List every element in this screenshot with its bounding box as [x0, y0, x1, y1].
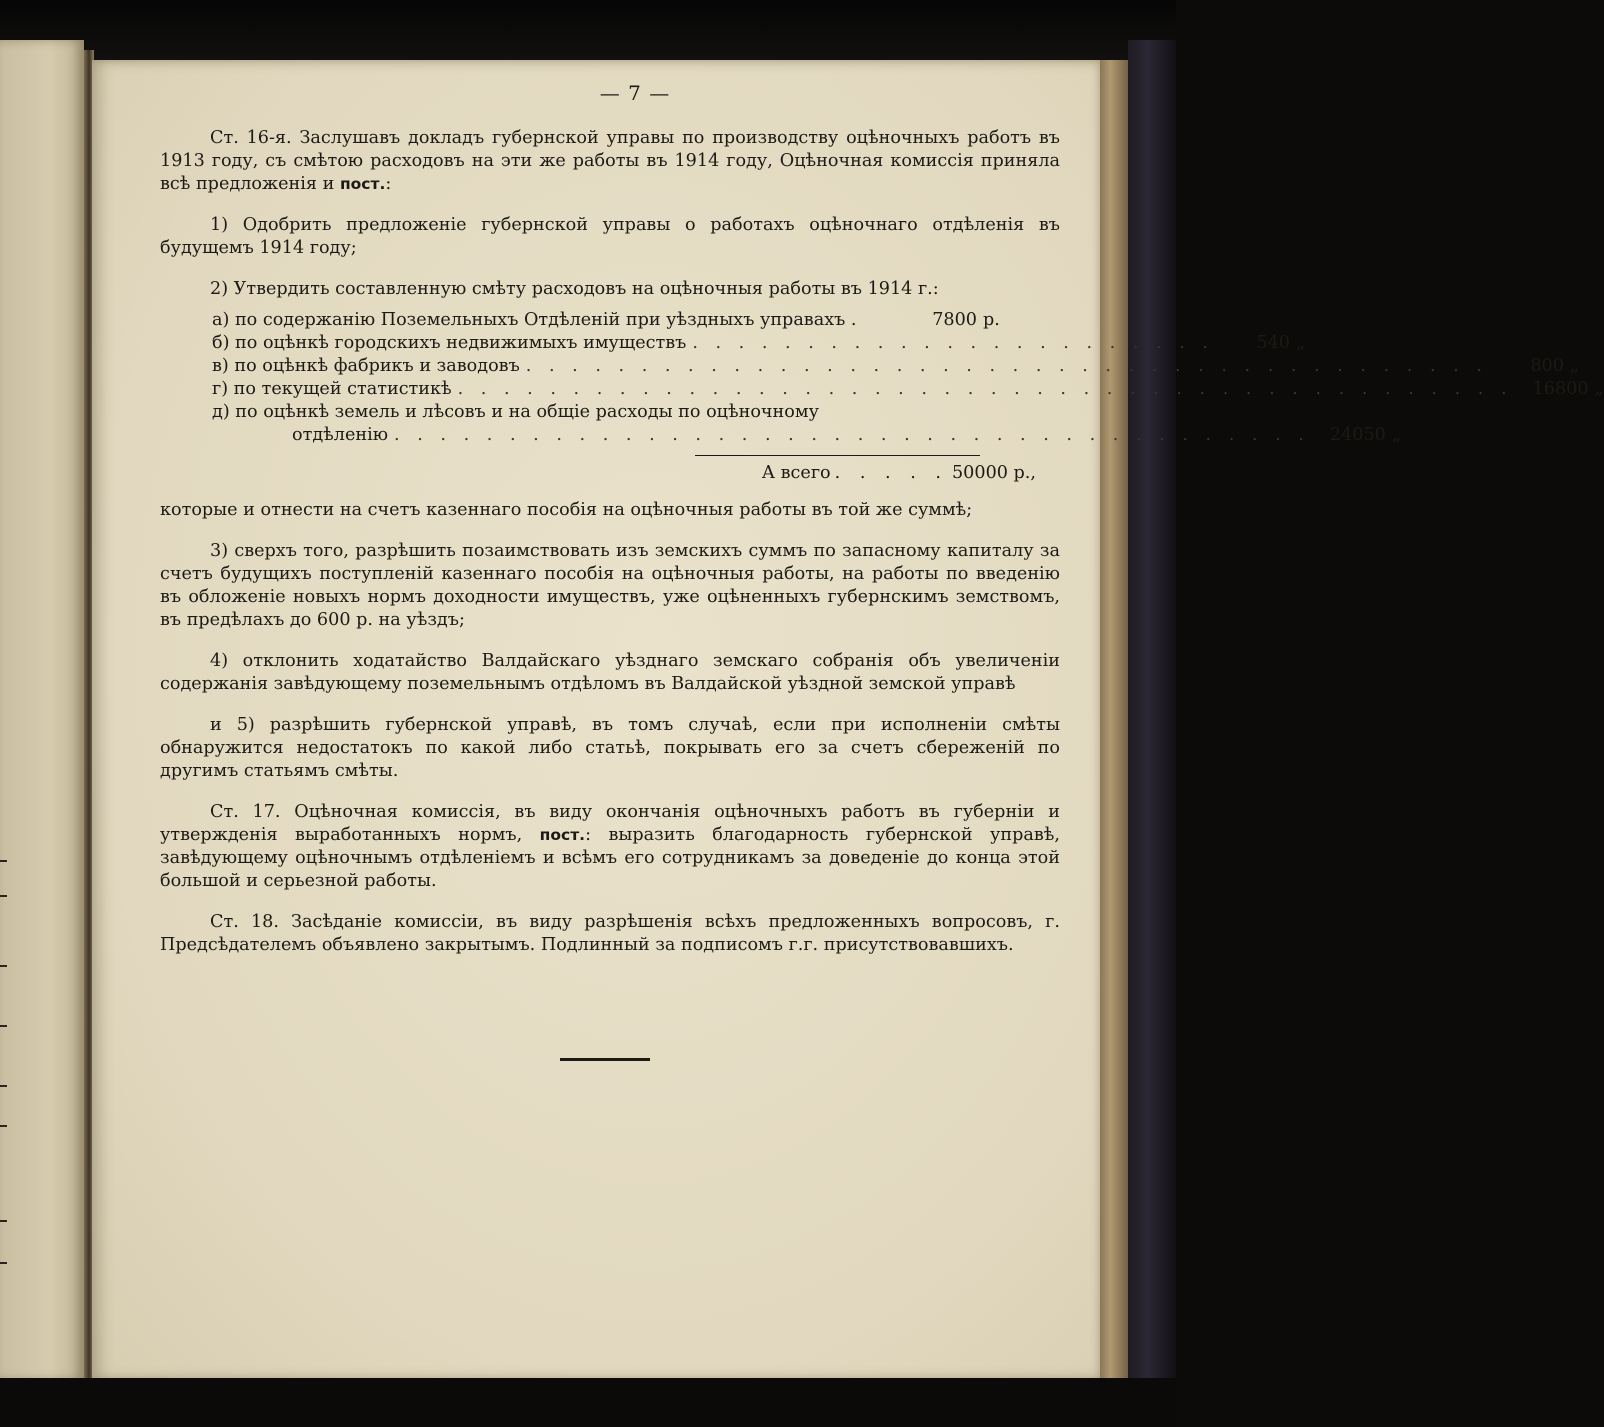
text-run: Ст. 16-я. Заслушавъ докладъ губернской управы по производству оцѣночныхъ работъ въ 1913 году, съ смѣтою расходовъ на эти же работы въ 1914 году, Оцѣночная комиссія приняла всѣ предложенія и: [160, 128, 1060, 194]
total-label: А всего: [761, 463, 831, 483]
adjacent-page-edge: [0, 40, 84, 1380]
estimate-label: а) по содержанію Поземельныхъ Отдѣленій при уѣздныхъ управахъ .: [212, 310, 857, 330]
text-run: : выразить благодарность губернской управѣ, завѣдующему оцѣночнымъ отдѣленіемъ и всѣмъ его сотрудникамъ за доведеніе до конца этой большой и серьезной работы.: [160, 825, 1060, 891]
binding-bottom: [0, 1378, 1176, 1427]
estimate-label: г) по текущей статистикѣ: [212, 379, 452, 399]
estimate-label: д) по оцѣнкѣ земель и лѣсовъ и на общіе расходы по оцѣночному: [212, 402, 819, 422]
text-run: Ст. 17. Оцѣночная комиссія, въ виду окончанія оцѣночныхъ работъ въ губерніи и утвержденія выработанныхъ нормъ,: [160, 802, 1060, 845]
bold-abbrev: пост.: [539, 826, 586, 844]
page-stack-edge: [1100, 60, 1130, 1380]
edge-mark: [0, 965, 7, 967]
paragraph-item-1: 1) Одобрить предложеніе губернской управы о работахъ оцѣночнаго отдѣленія въ будущемъ 1914 году;: [160, 215, 1060, 258]
leader-dots: . . . . .: [834, 463, 948, 483]
paragraph-item-2: 2) Утвердить составленную смѣту расходовъ на оцѣночныя работы въ 1914 г.:: [210, 279, 939, 299]
edge-mark: [0, 895, 7, 897]
estimate-amount: 540: [1256, 333, 1290, 353]
estimate-unit: „: [1569, 356, 1580, 376]
book-cover: [1128, 40, 1176, 1427]
paragraph-article-16: [160, 127, 1060, 196]
estimate-row: [212, 355, 1580, 378]
estimate-unit: „: [1391, 425, 1401, 445]
estimate-unit: „: [1594, 379, 1604, 399]
edge-mark: [0, 1220, 7, 1222]
estimate-amount: 16800: [1532, 379, 1589, 399]
edge-mark: [0, 1085, 7, 1087]
edge-mark: [0, 1125, 7, 1127]
paragraph-item-5: и 5) разрѣшить губернской управѣ, въ томъ случаѣ, если при исполненіи смѣты обнаружится недостатокъ по какой либо статьѣ, покрывать его за счетъ сбереженій по другимъ статьямъ смѣты.: [160, 715, 1060, 781]
closing-rule: [560, 1058, 650, 1061]
estimate-label: б) по оцѣнкѣ городскихъ недвижимыхъ имуществъ: [212, 333, 687, 353]
paragraph-item-3: 3) сверхъ того, разрѣшить позаимствовать изъ земскихъ суммъ по запасному капиталу за счетъ будущихъ поступленій казеннаго пособія на оцѣночныя работы, на работы по введенію въ обложеніе новыхъ нормъ доходности имуществъ, уже оцѣненныхъ губернскимъ земствомъ, въ предѣлахъ до 600 р. на уѣздъ;: [160, 541, 1060, 630]
edge-mark: [0, 1025, 7, 1027]
estimate-unit: „: [1295, 333, 1306, 353]
paragraph-item-4: 4) отклонить ходатайство Валдайскаго уѣзднаго земскаго собранія объ увеличеніи содержанія завѣдующему поземельнымъ отдѣломъ въ Валдайской уѣздной земской управѣ: [160, 651, 1060, 694]
estimate-row: [212, 424, 1401, 447]
page-number: — 7 —: [599, 81, 671, 105]
page-content: [160, 81, 1604, 975]
estimate-label: в) по оцѣнкѣ фабрикъ и заводовъ: [212, 356, 520, 376]
estimate-table: [212, 309, 1604, 447]
estimate-row: [212, 332, 1306, 355]
leader-dots: . . . . . . . . . . . . . . . . . . . . . . . . . . . . . . . . . . . . . . . . . . . . . .: [457, 379, 1513, 399]
estimate-total: [160, 462, 1060, 485]
text-run: :: [385, 174, 392, 194]
estimate-row: [212, 309, 1007, 332]
sum-rule: [695, 455, 980, 456]
bold-abbrev: пост.: [339, 175, 386, 193]
paragraph-article-17: [160, 801, 1060, 893]
edge-mark: [0, 860, 7, 862]
estimate-unit: р.: [983, 310, 1000, 330]
estimate-row: [212, 401, 1007, 424]
estimate-label: отдѣленію: [292, 425, 389, 445]
total-amount: 50000: [951, 463, 1008, 483]
edge-mark: [0, 1262, 7, 1264]
estimate-amount: 800: [1530, 356, 1564, 376]
estimate-row: [212, 378, 1604, 401]
paragraph-after-table: которые и отнести на счетъ казеннаго пособія на оцѣночныя работы въ той же суммѣ;: [160, 500, 973, 520]
leader-dots: . . . . . . . . . . . . . . . . . . . . . . . . . . . . . . . . . . . . . . . . . .: [525, 356, 1488, 376]
total-unit: р.,: [1013, 463, 1036, 483]
leader-dots: . . . . . . . . . . . . . . . . . . . . . . . . . . . . . . . . . . . . . . . .: [394, 425, 1310, 445]
estimate-amount: 24050: [1329, 425, 1386, 445]
estimate-amount: 7800: [932, 310, 977, 330]
leader-dots: . . . . . . . . . . . . . . . . . . . . . . .: [692, 333, 1214, 353]
paragraph-article-18: Ст. 18. Засѣданіе комиссіи, въ виду разрѣшенія всѣхъ предложенныхъ вопросовъ, г. Предсѣдателемъ объявлено закрытымъ. Подлинный за подписомъ г.г. присутствовавшихъ.: [160, 912, 1060, 955]
